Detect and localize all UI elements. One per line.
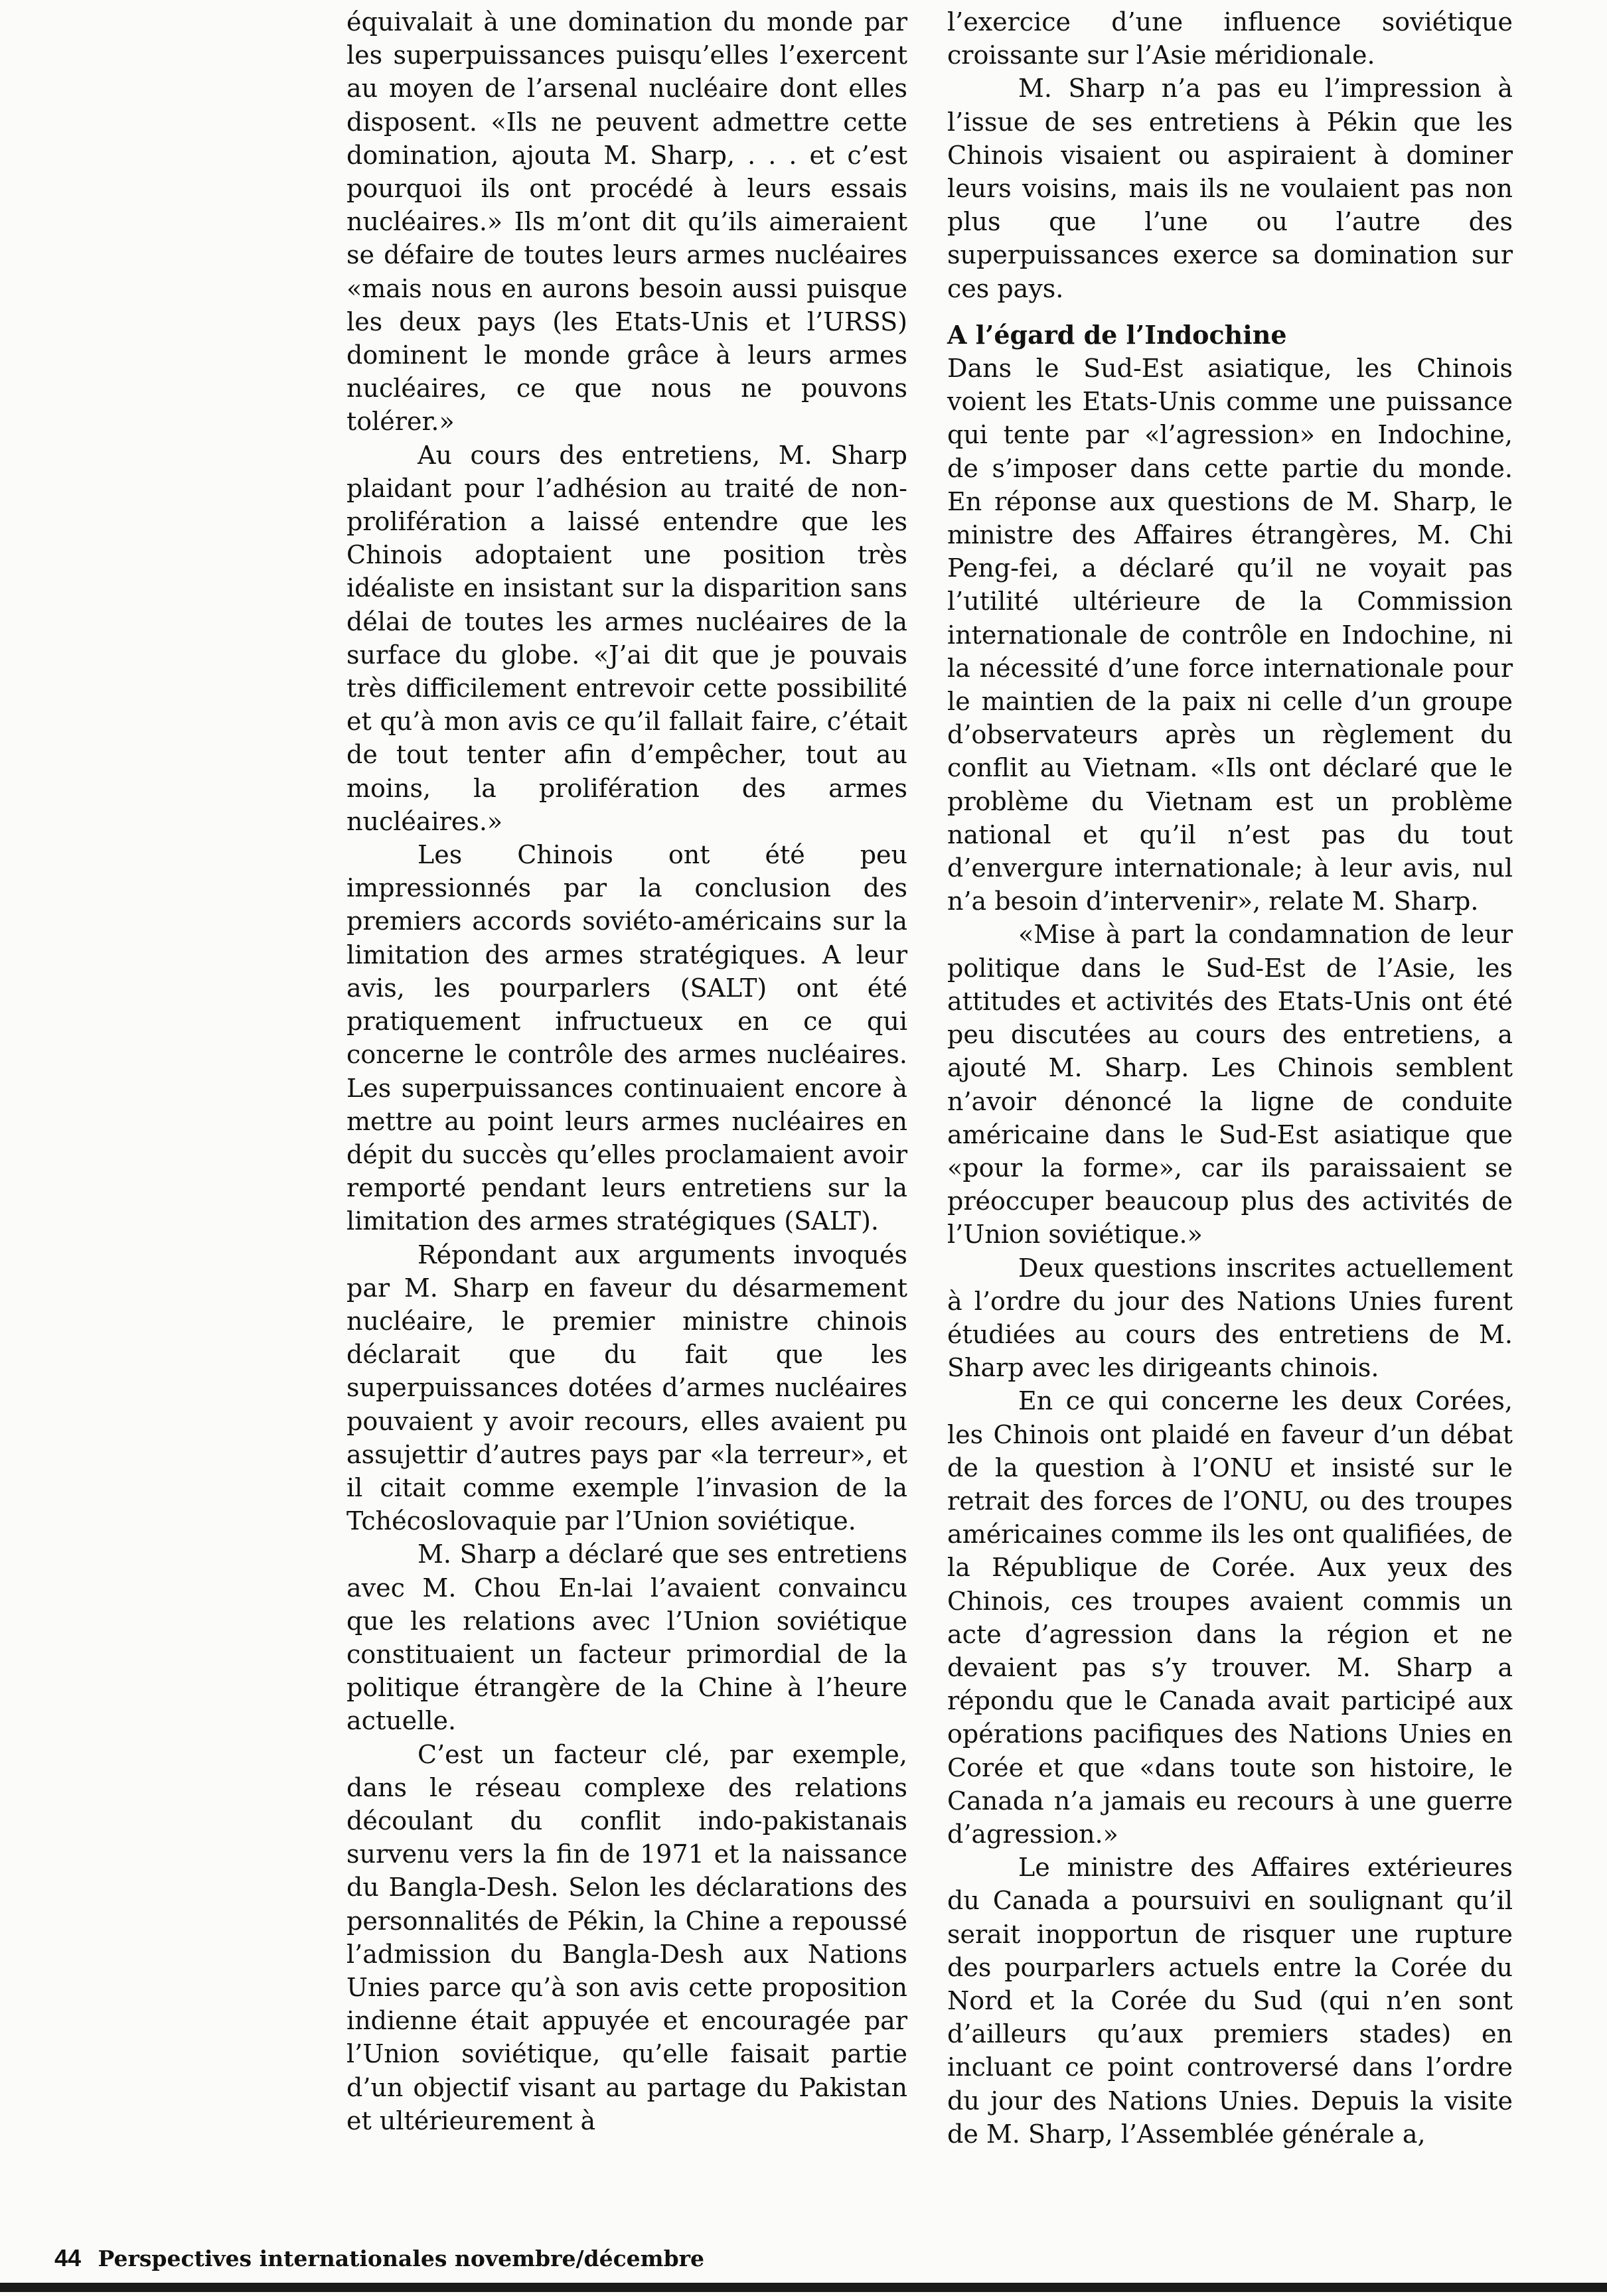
paragraph: «Mise à part la condamnation de leur politique dans le Sud-Est de l’Asie, les attitudes et activités des Etats-Unis ont été peu discutées au cours des entretiens, a ajouté M. Sharp. Les Chinois semblent n’avoir dénoncé la ligne de conduite américaine dans le Sud-Est asiatique que «pour la forme», car ils paraissaient se préoccuper beaucoup plus des activités de l’Union soviétique.» (947, 920, 1513, 1250)
paragraph: Les Chinois ont été peu impressionnés par la conclusion des premiers accords soviéto-américains sur la limitation des armes stratégiques. A leur avis, les pourparlers (SALT) ont été pratiquement infructueux en ce qui concerne le contrôle des armes nucléaires. Les superpuissances continuaient encore à mettre au point leurs armes nucléaires en dépit du succès qu’elles proclamaient avoir remporté pendant leurs entretiens sur la limitation des armes stratégiques (SALT). (346, 840, 907, 1236)
paragraph: En ce qui concerne les deux Corées, les Chinois ont plaidé en faveur d’un débat de la question à l’ONU et insisté sur le retrait des forces de l’ONU, ou des troupes américaines comme ils les ont qualifiées, de la République de Corée. Aux yeux des Chinois, ces troupes avaient commis un acte d’agression dans la région et ne devaient pas s’y trouver. M. Sharp a répondu que le Canada avait participé aux opérations pacifiques des Nations Unies en Corée et que «dans toute son histoire, le Canada n’a jamais eu recours à une guerre d’agression.» (947, 1386, 1513, 1849)
left-column (346, 5, 907, 2137)
paragraph: M. Sharp n’a pas eu l’impression à l’issue de ses entretiens à Pékin que les Chinois visaient ou aspiraient à dominer leurs voisins, mais ils ne voulaient pas non plus que l’une ou l’autre des superpuissances exerce sa domination sur ces pays. (947, 74, 1513, 303)
paragraph: C’est un facteur clé, par exemple, dans le réseau complexe des relations découlant du conflit indo-pakistanais survenu vers la fin de 1971 et la naissance du Bangla-Desh. Selon les déclarations des personnalités de Pékin, la Chine a repoussé l’admission du Bangla-Desh aux Nations Unies parce qu’à son avis cette proposition indienne était appuyée et encouragée par l’Union soviétique, qu’elle faisait partie d’un objectif visant au partage du Pakistan et ultérieurement à (346, 1739, 907, 2135)
paragraph: équivalait à une domination du monde par les superpuissances puisqu’elles l’exercent au moyen de l’arsenal nucléaire dont elles disposent. «Ils ne peuvent admettre cette domination, ajouta M. Sharp, . . . et c’est pourquoi ils ont procédé à leurs essais nucléaires.» Ils m’ont dit qu’ils aimeraient se défaire de toutes leurs armes nucléaires «mais nous en aurons besoin aussi puisque les deux pays (les Etats-Unis et l’URSS) dominent le monde grâce à leurs armes nucléaires, ce que nous ne pouvons tolérer.» (346, 7, 907, 437)
paragraph: Au cours des entretiens, M. Sharp plaidant pour l’adhésion au traité de non-prolifération a laissé entendre que les Chinois adoptaient une position très idéaliste en insistant sur la disparition sans délai de toutes les armes nucléaires de la surface du globe. «J’ai dit que je pouvais très difficilement entrevoir cette possibilité et qu’à mon avis ce qu’il fallait faire, c’était de tout tenter afin d’empêcher, tout au moins, la prolifération des armes nucléaires.» (346, 440, 907, 836)
paragraph: Le ministre des Affaires extérieures du Canada a poursuivi en soulignant qu’il serait inopportun de risquer une rupture des pourparlers actuels entre la Corée du Nord et la Corée du Sud (qui n’en sont d’ailleurs qu’aux premiers stades) en incluant ce point controversé dans l’ordre du jour des Nations Unies. Depuis la visite de M. Sharp, l’Assemblée générale a, (947, 1853, 1513, 2149)
bottom-edge-rule (0, 2283, 1607, 2292)
section-heading: A l’égard de l’Indochine (947, 319, 1287, 350)
page-footer (54, 2244, 704, 2272)
right-column (947, 5, 1513, 2151)
paragraph: Répondant aux arguments invoqués par M. Sharp en faveur du désarmement nucléaire, le premier ministre chinois déclarait que du fait que les superpuissances dotées d’armes nucléaires pouvaient y avoir recours, elles avaient pu assujettir d’autres pays par «la terreur», et il citait comme exemple l’invasion de la Tchécoslovaquie par l’Union soviétique. (346, 1240, 907, 1536)
paragraph: M. Sharp a déclaré que ses entretiens avec M. Chou En-lai l’avaient convaincu que les relations avec l’Union soviétique constituaient un facteur primordial de la politique étrangère de la Chine à l’heure actuelle. (346, 1540, 907, 1736)
paragraph: l’exercice d’une influence soviétique croissante sur l’Asie méridionale. (947, 7, 1513, 70)
paragraph: Dans le Sud-Est asiatique, les Chinois voient les Etats-Unis comme une puissance qui tente par «l’agression» en Indochine, de s’imposer dans cette partie du monde. En réponse aux questions de M. Sharp, le ministre des Affaires étrangères, M. Chi Peng-fei, a déclaré qu’il ne voyait pas l’utilité ultérieure de la Commission internationale de contrôle en Indochine, ni la nécessité d’une force internationale pour le maintien de la paix ni celle d’un groupe d’observateurs après un règlement du conflit au Vietnam. «Ils ont déclaré que le problème du Vietnam est un problème national et qu’il n’est pas du tout d’envergure internationale; à leur avis, nul n’a besoin d’intervenir», relate M. Sharp. (947, 354, 1513, 916)
page-number: 44 (54, 2244, 82, 2271)
paragraph: Deux questions inscrites actuellement à l’ordre du jour des Nations Unies furent étudiées au cours des entretiens de M. Sharp avec les dirigeants chinois. (947, 1253, 1513, 1383)
publication-title: Perspectives internationales novembre/décembre (98, 2246, 705, 2271)
